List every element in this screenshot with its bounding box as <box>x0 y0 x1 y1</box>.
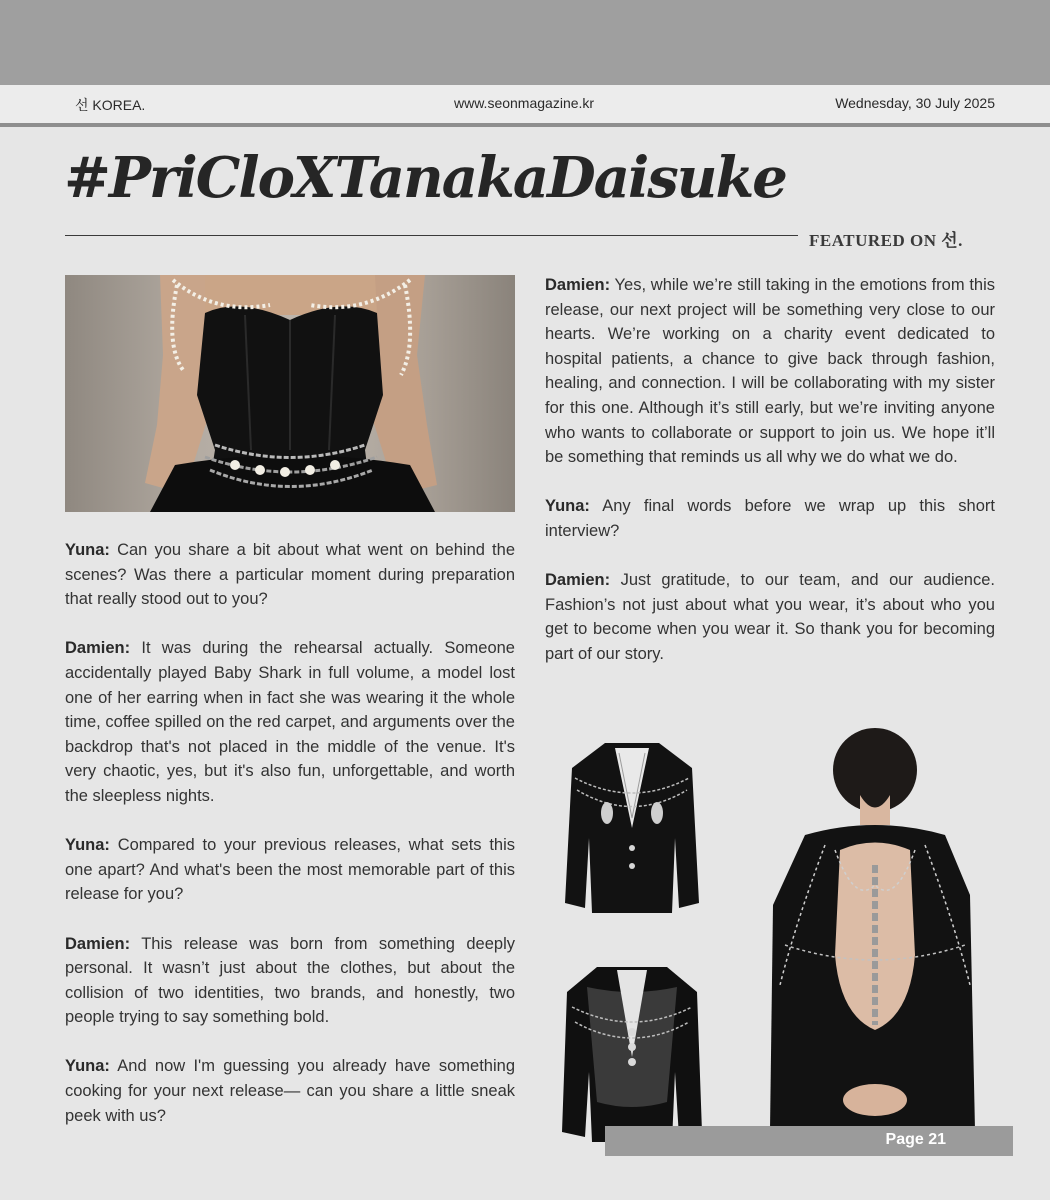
title-divider <box>65 235 798 236</box>
right-column <box>545 273 995 691</box>
qa-paragraph <box>65 538 515 612</box>
paragraph-text: Any final words before we wrap up this short interview? <box>545 497 995 540</box>
jacket-back-photo <box>557 962 707 1147</box>
page-number-bar <box>605 1126 1013 1156</box>
page-number: Page 21 <box>885 1131 946 1148</box>
article-title: #PriCloXTanakaDaisuke <box>64 145 786 211</box>
magazine-brand: 선 KOREA. <box>75 97 146 113</box>
speaker-name: Damien: <box>545 571 611 590</box>
corset-photo <box>65 275 515 512</box>
masthead-bar <box>0 85 1050 127</box>
qa-paragraph <box>65 932 515 1030</box>
left-column <box>65 538 515 1153</box>
top-band <box>0 0 1050 85</box>
paragraph-text: Can you share a bit about what went on behind the scenes? Was there a particular moment during preparation that really stood out to you? <box>65 541 515 609</box>
jacket-front-photo <box>557 738 707 918</box>
paragraph-text: It was during the rehearsal actually. Someone accidentally played Baby Shark in full volume, a model lost one of her earring when in fact she was wearing it the whole time, coffee spilled on the red carpet, and arguments over the backdrop that's not placed in the middle of the venue. It's very chaotic, yes, but it's also fun, unforgettable, and worth the sleepless nights. <box>65 639 515 805</box>
paragraph-text: This release was born from something deeply personal. It wasn’t just about the clothes, but about the collision of two identities, two brands, and honestly, two people trying to say something bold. <box>65 934 515 1027</box>
speaker-name: Damien: <box>65 639 131 658</box>
speaker-name: Yuna: <box>65 836 110 855</box>
speaker-name: Damien: <box>545 276 611 294</box>
qa-paragraph <box>65 1054 515 1128</box>
qa-paragraph <box>65 636 515 808</box>
speaker-name: Damien: <box>65 934 131 953</box>
speaker-name: Yuna: <box>545 497 590 516</box>
qa-paragraph <box>545 273 995 470</box>
speaker-name: Yuna: <box>65 541 110 559</box>
paragraph-text: And now I'm guessing you already have something cooking for your next release— can you share a little sneak peek with us? <box>65 1057 515 1125</box>
qa-paragraph <box>545 494 995 543</box>
featured-label: FEATURED ON 선. <box>809 231 963 250</box>
qa-paragraph <box>65 833 515 907</box>
model-back-photo <box>765 725 980 1130</box>
paragraph-text: Just gratitude, to our team, and our audience. Fashion’s not just about what you wear, it’s about who you get to become when you wear it. So thank you for becoming part of our story. <box>545 571 995 663</box>
magazine-url[interactable]: www.seonmagazine.kr <box>454 95 595 111</box>
paragraph-text: Compared to your previous releases, what sets this one apart? And what's been the most memorable part of this release for you? <box>65 836 515 904</box>
paragraph-text: Yes, while we’re still taking in the emotions from this release, our next project will be something very close to our hearts. We’re working on a charity event dedicated to hospital patients, a chance to give back through fashion, healing, and connection. I will be collaborating with my sister for this one. Although it’s still early, but we’re inviting anyone who wants to collaborate or support to join us. We hope it’ll be something that reminds us all why we do what we do. <box>545 276 995 467</box>
qa-paragraph <box>545 568 995 666</box>
speaker-name: Yuna: <box>65 1057 110 1076</box>
issue-date: Wednesday, 30 July 2025 <box>835 95 995 111</box>
